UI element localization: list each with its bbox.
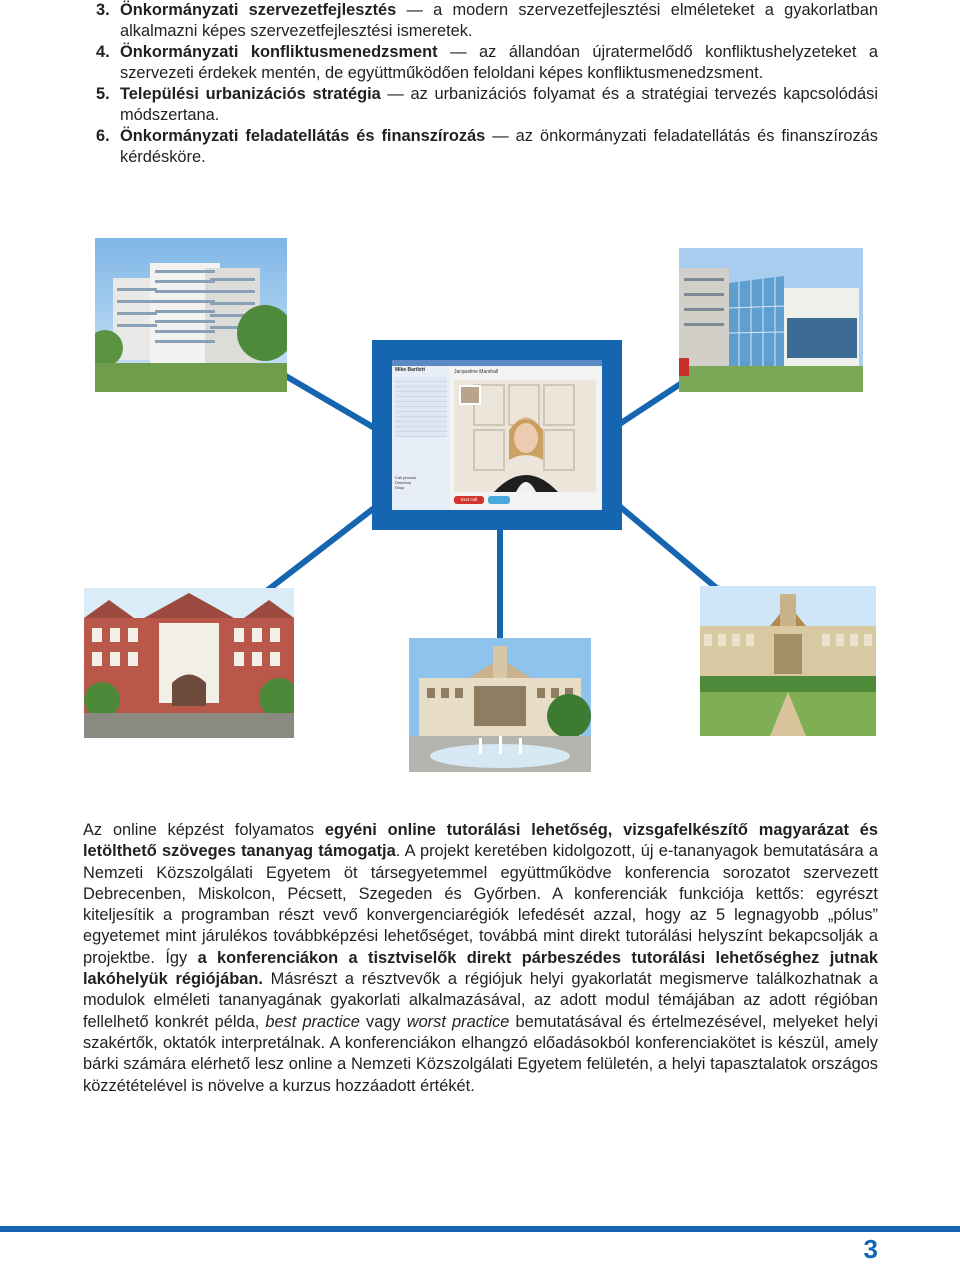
sidebar-menu-item[interactable]: Directory (395, 480, 412, 485)
list-item: 3. Önkormányzati szervezetfejlesztés — a modern szervezetfejlesztési elméleteket a gyakorlatban alkalmazni képes szervezetfejlesztési ismeretek. (96, 1, 878, 40)
university-photo-bottom-center (409, 638, 591, 772)
list-item-text: az önkormányzati feladatellátás és finanszírozás kérdésköre. (120, 127, 878, 166)
video-call-window (392, 360, 602, 510)
list-item: 6. Önkormányzati feladatellátás és finanszírozás — az önkormányzati feladatellátás és finanszírozás kérdésköre. (96, 127, 878, 166)
list-item-title: Önkormányzati szervezetfejlesztés (120, 1, 397, 19)
university-photo-top-left (95, 238, 287, 392)
footer-divider (0, 1226, 960, 1232)
list-number: 4. (96, 43, 110, 61)
numbered-list (96, 0, 878, 168)
sidebar-menu-item[interactable]: Call phones (395, 475, 417, 480)
university-photo-bottom-left (84, 588, 294, 738)
page-number: 3 (863, 1234, 878, 1264)
list-item-text: az urbanizációs folyamat és a stratégiai tervezés kapcsolódási módszertana. (120, 85, 878, 124)
italic-term: worst practice (406, 1012, 510, 1031)
list-number: 5. (96, 85, 110, 103)
list-item-text: a modern szervezetfejlesztési elméleteket a gyakorlatban alkalmazni képes szervezetfejlesztési ismeretek. (120, 1, 878, 40)
body-paragraph: Az online képzést folyamatos egyéni online tutorálási lehetőség, vizsgafelkészítő magyarázat és letölthető szöveges tananyag támogatja. A projekt keretében kidolgozott, új e-tananyagok bemutatására a Nemzeti Közszolgálati Egyetem öt társegyetemmel együttműködve konferencia sorozatot szervezett Debrecenben, Miskolcon, Pécsett, Szegeden és Győrben. A konferenciák funkciója kettős: egyrészt kiteljesítik a programban részt vevő konvergenciarégiók lefedését azzal, hogy az 5 legnagyobb „pólus” egyetemet mint járulékos továbbképzési lehetőséget, továbbá mint direkt tutorálási helyszínt bekapcsolják a projektbe. Így a konferenciákon a tisztviselők direkt párbeszédes tutorálási lehetőséghez jutnak lakóhelyük régiójában. Másrészt a résztvevők a régiójuk helyi gyakorlatát megismerve találkozhatnak a modulok elméleti tananyagának gyakorlati alkalmazásával, az adott modul témájában az adott régióban fellelhető konkrét példa, best practice vagy worst practice bemutatásával és értelmezésével, melyeket helyi szakértők, oktatók interpretálnak. A konferenciákon elhangzó előadásokból konferenciakötet is készül, amely bárki számára elérhető lesz online a Nemzeti Közszolgálati Egyetem felületén, a helyi tapasztalatok országos közzétételével is növelve a kurzus hozzáadott értékét. (83, 821, 878, 1095)
list-item: 5. Települési urbanizációs stratégia — az urbanizációs folyamat és a stratégiai tervezés kapcsolódási módszertana. (96, 85, 878, 124)
list-number: 3. (96, 1, 110, 19)
end-call-button[interactable]: End call (454, 496, 484, 504)
italic-term: best practice (265, 1012, 360, 1031)
list-item-title: Önkormányzati konfliktusmenedzsment (120, 43, 438, 61)
contact-name: Mike Bartlett (395, 367, 426, 373)
sidebar-menu-item[interactable]: Shop (395, 485, 405, 490)
university-photo-bottom-right (700, 586, 876, 736)
video-call-screen (372, 340, 622, 530)
emphasis-text: a konferenciákon a tisztviselők direkt párbeszédes tutorálási lehetőséghez jutnak lakóhelyük régiójában. (83, 948, 878, 989)
call-control-button[interactable] (488, 496, 510, 504)
call-name: Jacqueline Marshall (454, 369, 499, 375)
university-photo-top-right (679, 248, 863, 392)
list-item-title: Települési urbanizációs stratégia (120, 85, 381, 103)
contact-sidebar (392, 366, 450, 510)
video-feed (454, 380, 596, 492)
emphasis-text: egyéni online tutorálási lehetőség, vizsgafelkészítő magyarázat és letölthető szöveges tananyag támogatja (83, 821, 878, 861)
list-item: 4. Önkormányzati konfliktusmenedzsment — az állandóan újratermelődő konfliktushelyzeteket a szervezeti érdekek mentén, de együttműködően feloldani képes konfliktusmenedzsment. (96, 43, 879, 82)
list-item-title: Önkormányzati feladatellátás és finanszírozás (120, 127, 486, 145)
list-item-text: az állandóan újratermelődő konfliktushelyzeteket a szervezeti érdekek mentén, de együttműködően feloldani képes konfliktusmenedzsment. (120, 43, 879, 82)
university-network-diagram (0, 230, 960, 790)
list-number: 6. (96, 127, 110, 145)
